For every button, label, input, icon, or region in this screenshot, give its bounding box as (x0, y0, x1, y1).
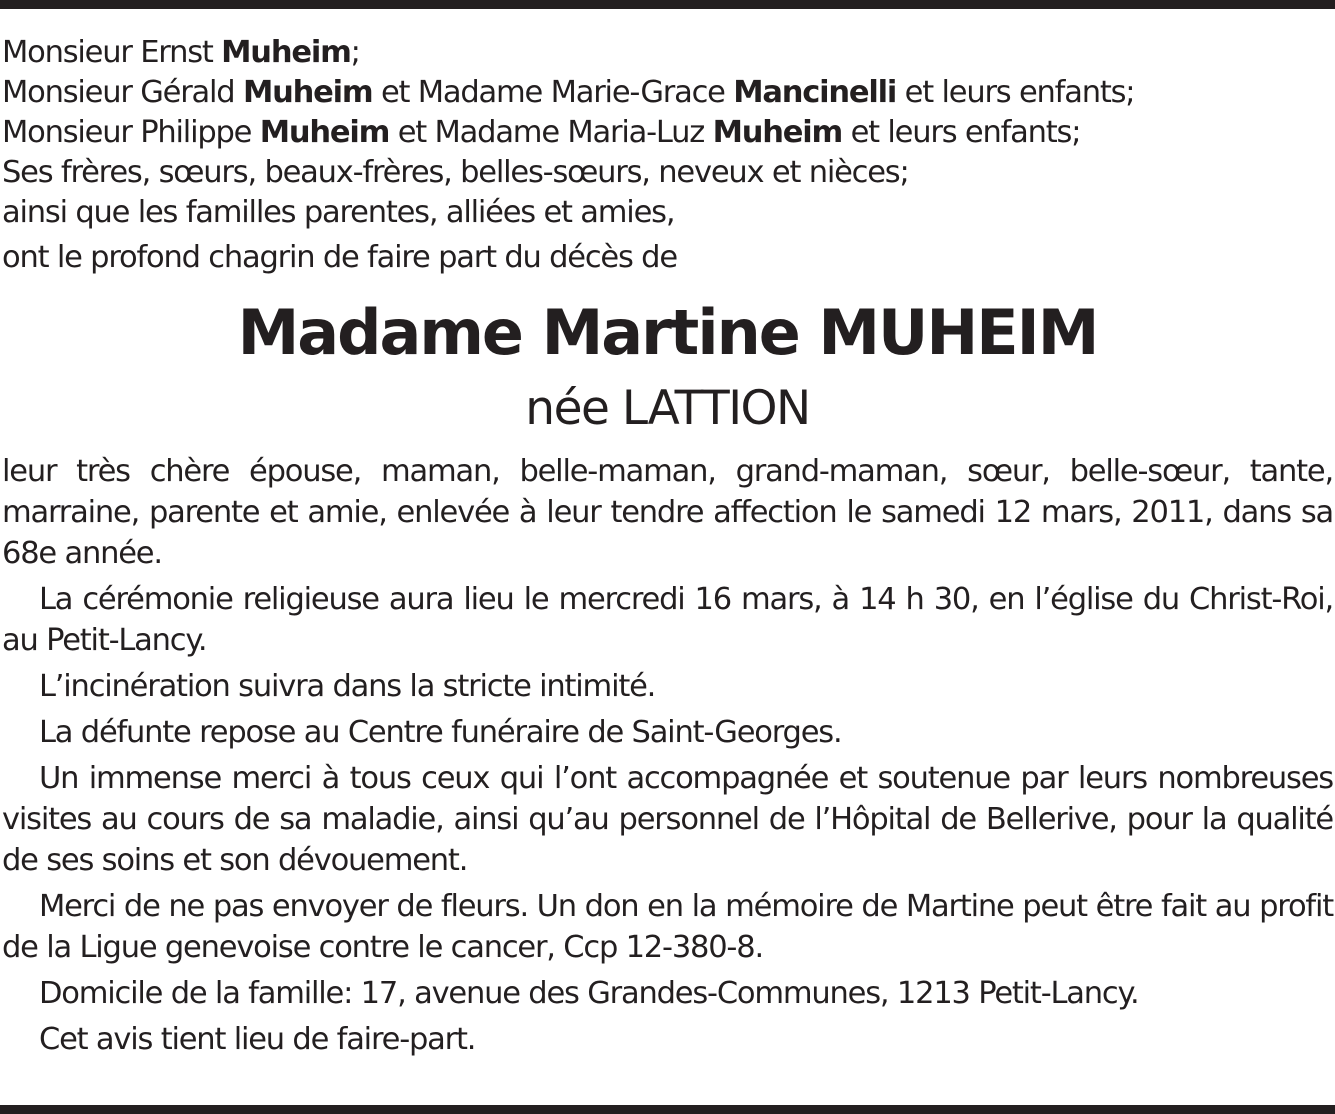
family-text: Monsieur Philippe (2, 115, 260, 150)
family-text: et Madame Marie-Grace (372, 75, 734, 110)
family-text: ainsi que les familles parentes, alliées et amies, (2, 195, 675, 230)
family-surname: Muheim (712, 115, 843, 150)
family-text: Monsieur Gérald (2, 75, 243, 110)
domicile-paragraph: Domicile de la famille: 17, avenue des Grandes-Communes, 1213 Petit-Lancy. (39, 976, 1139, 1011)
family-surname: Muheim (242, 75, 373, 110)
family-line (2, 33, 1333, 73)
family-text: et leurs enfants; (842, 115, 1081, 150)
rest-place-paragraph: La défunte repose au Centre funéraire de Saint-Georges. (39, 715, 842, 750)
family-text: Ses frères, sœurs, beaux-frères, belles-sœurs, neveux et nièces; (2, 155, 909, 190)
family-line (2, 193, 1333, 233)
maiden-name: née LATTION (525, 381, 810, 436)
family-text: Monsieur Ernst (2, 35, 222, 70)
family-text: ; (350, 35, 360, 70)
family-line (2, 113, 1333, 153)
family-surname: Muheim (259, 115, 390, 150)
family-list (2, 33, 1333, 233)
flowers-paragraph: Merci de ne pas envoyer de fleurs. Un don en la mémoire de Martine peut être fait au profit de la Ligue genevoise contre le cancer, Ccp 12-380-8. (2, 889, 1333, 965)
announcement-line: ont le profond chagrin de faire part du décès de (2, 240, 677, 275)
obituary-notice (2, 33, 1333, 1060)
bottom-border-rule (0, 1105, 1335, 1114)
deceased-name: Madame Martine MUHEIM (237, 296, 1098, 369)
intro-paragraph: leur très chère épouse, maman, belle-maman, grand-maman, sœur, belle-sœur, tante, marraine, parente et amie, enlevée à leur tendre affection le samedi 12 mars, 2011, dans sa 68e année. (2, 454, 1333, 571)
ceremony-paragraph: La cérémonie religieuse aura lieu le mercredi 16 mars, à 14 h 30, en l’église du Christ-Roi, au Petit-Lancy. (2, 582, 1333, 658)
family-surname: Mancinelli (733, 75, 897, 110)
thanks-paragraph: Un immense merci à tous ceux qui l’ont accompagnée et soutenue par leurs nombreuses visites au cours de sa maladie, ainsi qu’au personnel de l’Hôpital de Bellerive, pour la qualité de ses soins et son dévouement. (2, 761, 1333, 878)
notice-paragraph: Cet avis tient lieu de faire-part. (39, 1022, 476, 1057)
top-border-rule (0, 0, 1335, 9)
family-text: et Madame Maria-Luz (389, 115, 713, 150)
family-line (2, 153, 1333, 193)
family-line (2, 73, 1333, 113)
cremation-paragraph: L’incinération suivra dans la stricte intimité. (39, 669, 656, 704)
family-text: et leurs enfants; (896, 75, 1135, 110)
family-surname: Muheim (221, 35, 351, 70)
